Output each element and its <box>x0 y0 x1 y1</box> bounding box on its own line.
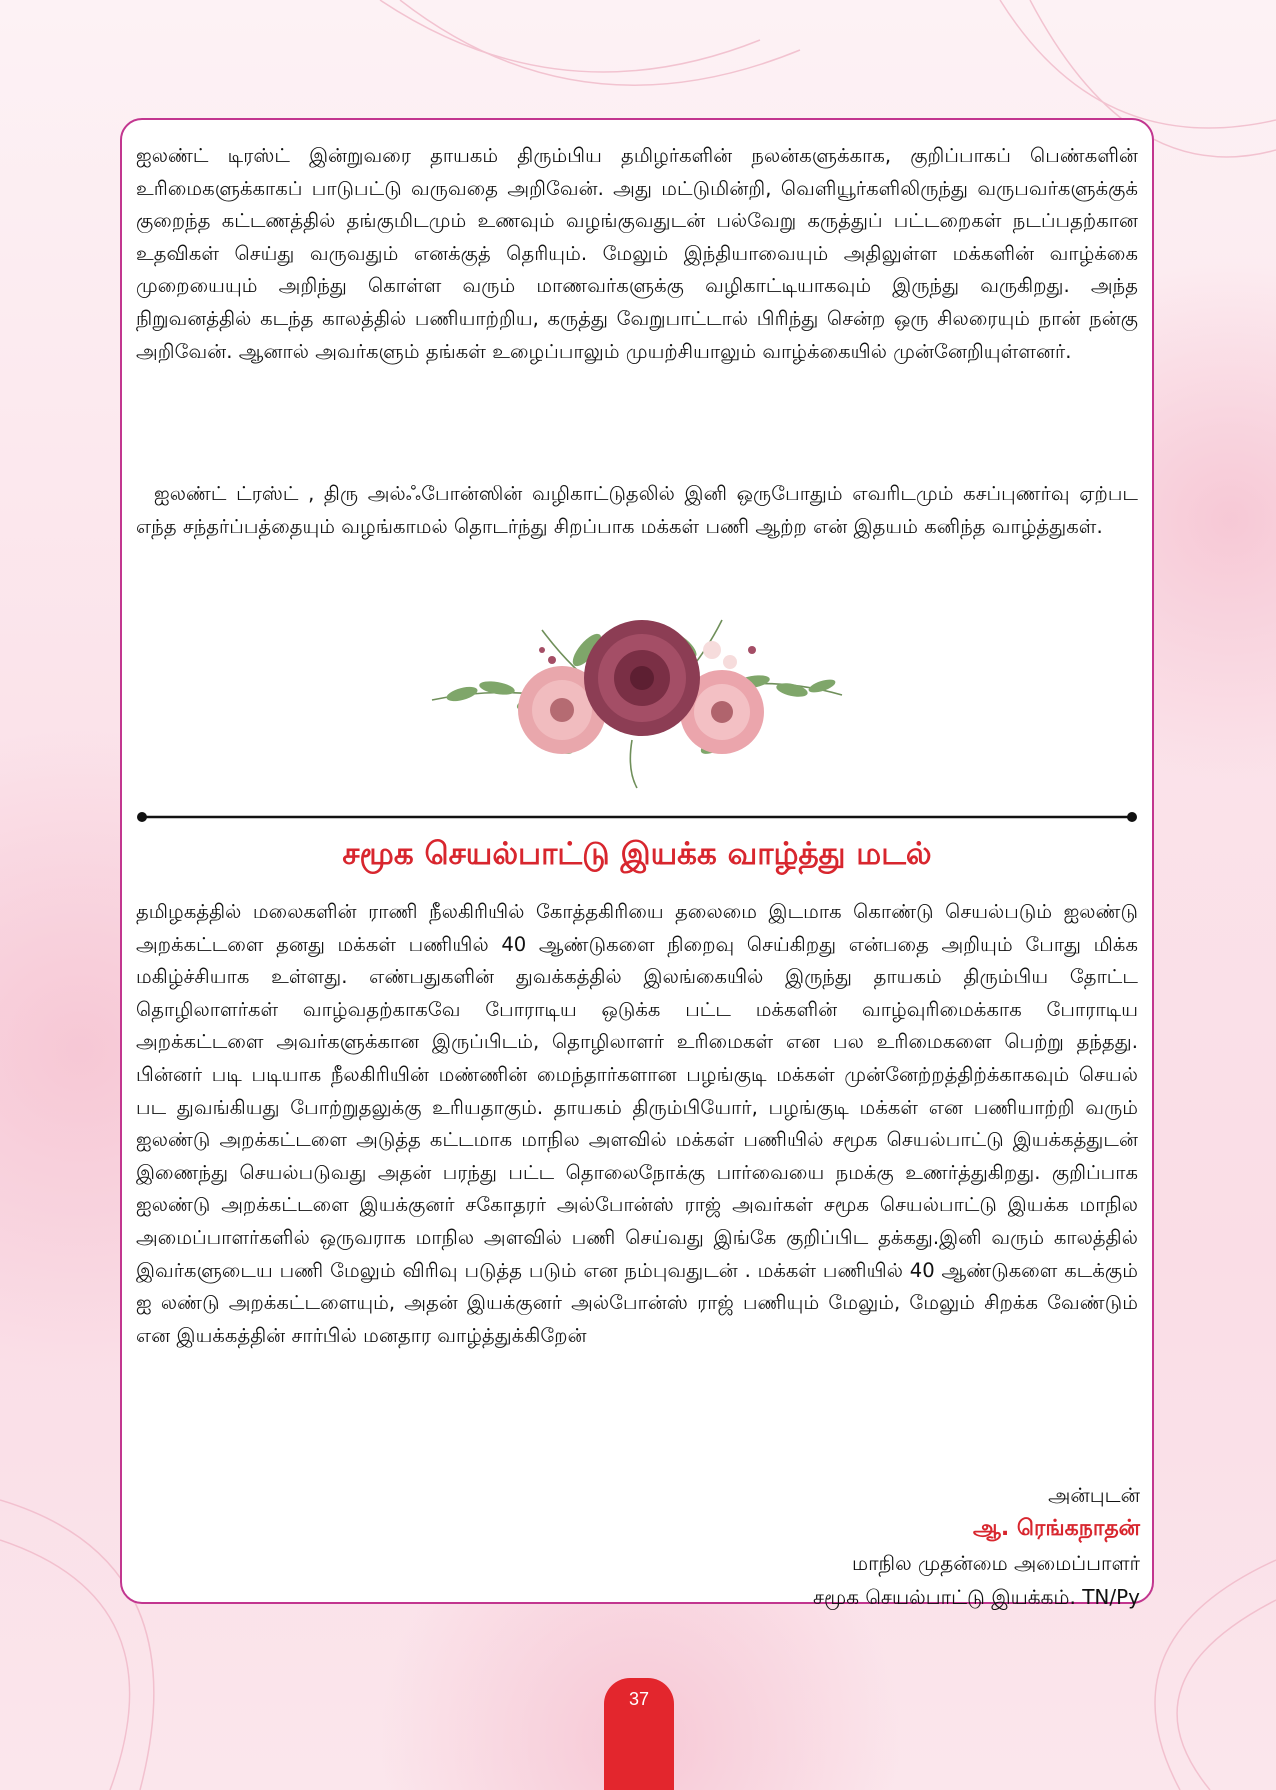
signature-organization: சமூக செயல்பாட்டு இயக்கம். TN/Py <box>812 1585 1140 1609</box>
paragraph-3: தமிழகத்தில் மலைகளின் ராணி நீலகிரியில் கோத்தகிரியை தலைமை இடமாக கொண்டு செயல்படும் ஐலண்டு அறக்கட்டளை தனது மக்கள் பணியில் 40 ஆண்டுகளை நிறைவு செய்கிறது என்பதை அறியும் போது மிக்க மகிழ்ச்சியாக உள்ளது. எண்பதுகளின் துவக்கத்தில் இலங்கையில் இருந்து தாயகம் திரும்பிய தோட்ட தொழிலாளர்கள் வாழ்வதற்காகவே போராடிய ஒடுக்க பட்ட மக்களின் வாழ்வுரிமைக்காக போராடிய அறக்கட்டளை அவர்களுக்கான இருப்பிடம், தொழிலாளர் உரிமைகள் என பல உரிமைகளை பெற்று தந்தது. பின்னர் படி படியாக நீலகிரியின் மண்ணின் மைந்தார்களான பழங்குடி மக்கள் முன்னேற்றத்திற்க்காகவும் செயல் பட துவங்கியது போற்றுதலுக்கு உரியதாகும். தாயகம் திரும்பியோர், பழங்குடி மக்கள் என பணியாற்றி வரும் ஐலண்டு அறக்கட்டளை அடுத்த கட்டமாக மாநில அளவில் மக்கள் பணியில் சமூக செயல்பாட்டு இயக்கத்துடன் இணைந்து செயல்படுவது அதன் பரந்து பட்ட தொலைநோக்கு பார்வையை நமக்கு உணர்த்துகிறது. குறிப்பாக ஐலண்டு அறக்கட்டளை இயக்குனர் சகோதரர் அல்போன்ஸ் ராஜ் அவர்கள் சமூக செயல்பாட்டு இயக்க மாநில அமைப்பாளர்களில் ஒருவராக மாநில அளவில் பணி செய்வது இங்கே குறிப்பிட தக்கது.இனி வரும் காலத்தில் இவர்களுடைய பணி மேலும் விரிவு படுத்த படும் என நம்புவதுடன் . மக்கள் பணியில் 40 ஆண்டுகளை கடக்கும் ஐ லண்டு அறக்கட்டளையும், அதன் இயக்குனர் அல்போன்ஸ் ராஜ் பணியும் மேலும், மேலும் சிறக்க வேண்டும் என இயக்கத்தின் சார்பில் மனதார வாழ்த்துக்கிறேன் <box>136 900 1138 1347</box>
flower-bouquet-image <box>422 590 852 790</box>
signature-block <box>813 1478 1140 1614</box>
page-number: 37 <box>628 1689 650 1709</box>
section-title: சமூக செயல்பாட்டு இயக்க வாழ்த்து மடல் <box>342 836 932 872</box>
section-divider <box>136 810 1138 824</box>
signature-name: ஆ. ரெங்கநாதன் <box>973 1516 1140 1541</box>
paragraph-1: ஐலண்ட் டிரஸ்ட் இன்றுவரை தாயகம் திரும்பிய தமிழர்களின் நலன்களுக்காக, குறிப்பாகப் பெண்களின் உரிமைகளுக்காகப் பாடுபட்டு வருவதை அறிவேன். அது மட்டுமின்றி, வெளியூர்களிலிருந்து வருபவர்களுக்குக் குறைந்த கட்டணத்தில் தங்குமிடமும் உணவும் வழங்குவதுடன் பல்வேறு கருத்துப் பட்டறைகள் நடப்பதற்கான உதவிகள் செய்து வருவதும் எனக்குத் தெரியும். மேலும் இந்தியாவையும் அதிலுள்ள மக்களின் வாழ்க்கை முறையையும் அறிந்து கொள்ள வரும் மாணவர்களுக்கு வழிகாட்டியாகவும் இருந்து வருகிறது. அந்த நிறுவனத்தில் கடந்த காலத்தில் பணியாற்றிய, கருத்து வேறுபாட்டால் பிரிந்து சென்ற ஒரு சிலரையும் நான் நன்கு அறிவேன். ஆனால் அவர்களும் தங்கள் உழைப்பாலும் முயற்சியாலும் வாழ்க்கையில் முன்னேறியுள்ளனர். <box>136 144 1138 363</box>
signature-designation: மாநில முதன்மை அமைப்பாளர் <box>851 1551 1140 1575</box>
content-card <box>120 118 1154 1609</box>
page-number-tab <box>604 1678 674 1790</box>
paragraph-2: ஐலண்ட் ட்ரஸ்ட் , திரு அல்ஃபோன்ஸின் வழிகாட்டுதலில் இனி ஒருபோதும் எவரிடமும் கசப்புணர்வு ஏற்பட எந்த சந்தர்ப்பத்தையும் வழங்காமல் தொடர்ந்து சிறப்பாக மக்கள் பணி ஆற்ற என் இதயம் கனிந்த வாழ்த்துகள். <box>136 482 1138 538</box>
signature-closing: அன்புடன் <box>1048 1483 1140 1507</box>
